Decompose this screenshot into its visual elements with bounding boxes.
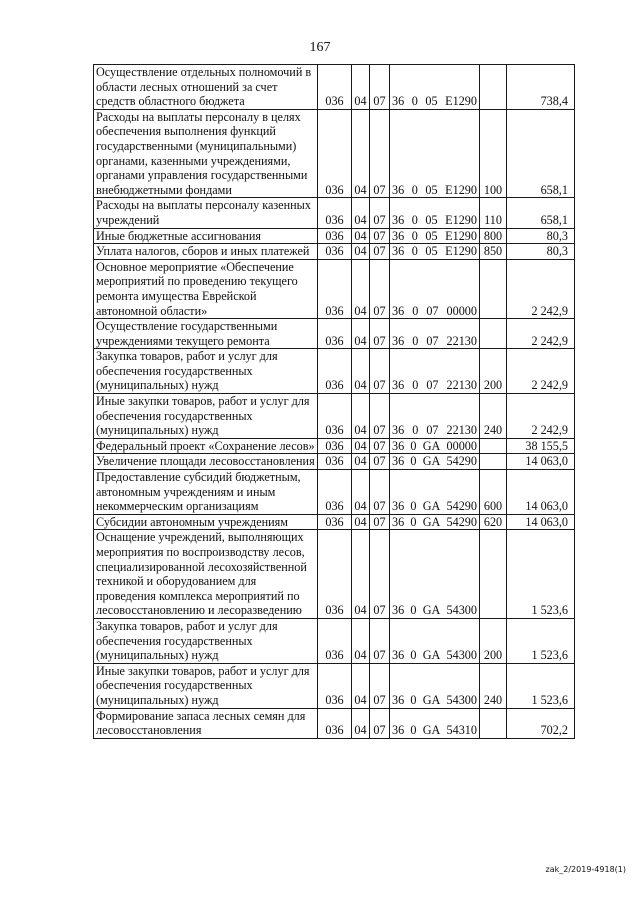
table-row [94,319,575,349]
target-article-part: 36 [392,212,405,227]
target-article-part: 54310 [446,723,477,738]
grbs-code-cell: 036 [318,319,352,349]
expense-type-cell [480,708,507,738]
section-code-cell: 04 [352,349,370,394]
target-article-part: 36 [392,378,405,393]
grbs-code-cell: 036 [318,259,352,318]
amount-cell: 702,2 [507,708,575,738]
table-row [94,618,575,663]
target-article-cell [390,514,480,530]
expense-name-cell: Закупка товаров, работ и услуг для обеспечения государственных (муниципальных) нужд [94,349,318,394]
target-article-part: 0 [412,303,419,318]
target-article-code [390,648,479,663]
grbs-code-cell: 036 [318,708,352,738]
target-article-part: E1290 [445,182,477,197]
expense-type-cell: 850 [480,244,507,260]
target-article-cell [390,394,480,439]
expense-name-cell: Основное мероприятие «Обеспечение мероприятий по проведению текущего ремонта имущества Еврейской автономной области» [94,259,318,318]
target-article-part: 0 [412,333,419,348]
target-article-part: 05 [425,244,438,259]
section-code-cell: 04 [352,454,370,470]
target-article-code [390,378,479,393]
target-article-part: GA [422,499,441,514]
section-code-cell: 04 [352,109,370,198]
amount-cell: 738,4 [507,65,575,110]
expense-type-cell [480,454,507,470]
table-row [94,244,575,260]
target-article-part: 54300 [446,603,477,618]
expense-name-cell: Уплата налогов, сборов и иных платежей [94,244,318,260]
target-article-part: E1290 [445,212,477,227]
grbs-code-cell: 036 [318,65,352,110]
grbs-code-cell: 036 [318,438,352,454]
target-article-part: 07 [426,378,439,393]
expense-type-cell [480,530,507,619]
table-row [94,530,575,619]
expense-type-cell [480,319,507,349]
table-row [94,438,575,454]
grbs-code-cell: 036 [318,454,352,470]
expense-name-cell: Иные закупки товаров, работ и услуг для обеспечения государственных (муниципальных) нужд [94,663,318,708]
target-article-code [390,499,479,514]
target-article-part: 36 [392,423,405,438]
grbs-code-cell: 036 [318,244,352,260]
target-article-part: 36 [392,723,405,738]
target-article-part: 36 [392,692,405,707]
amount-cell: 2 242,9 [507,259,575,318]
grbs-code-cell: 036 [318,228,352,244]
table-row [94,514,575,530]
target-article-part: 07 [426,423,439,438]
table-row [94,109,575,198]
target-article-part: 0 [411,94,418,109]
amount-cell: 2 242,9 [507,349,575,394]
target-article-part: 36 [392,603,405,618]
target-article-code [390,183,479,198]
target-article-part: 54290 [446,499,477,514]
target-article-part: E1290 [445,94,477,109]
subsection-code-cell: 07 [370,349,390,394]
expense-name-cell: Увеличение площади лесовосстановления [94,454,318,470]
target-article-cell [390,454,480,470]
table-row [94,198,575,228]
amount-cell: 14 063,0 [507,470,575,515]
target-article-cell [390,530,480,619]
target-article-part: 54300 [446,692,477,707]
target-article-part: 0 [410,499,417,514]
target-article-cell [390,244,480,260]
grbs-code-cell: 036 [318,394,352,439]
target-article-part: 00000 [446,303,477,318]
subsection-code-cell: 07 [370,514,390,530]
section-code-cell: 04 [352,198,370,228]
subsection-code-cell: 07 [370,454,390,470]
target-article-part: 0 [411,244,418,259]
subsection-code-cell: 07 [370,618,390,663]
expense-type-cell: 200 [480,618,507,663]
document-code: zak_2/2019-4918(1) [545,865,626,874]
target-article-part: 0 [412,378,419,393]
target-article-cell [390,470,480,515]
subsection-code-cell: 07 [370,663,390,708]
target-article-part: GA [422,603,441,618]
expense-name-cell: Предоставление субсидий бюджетным, автономным учреждениям и иным некоммерческим организациям [94,470,318,515]
expense-name-cell: Субсидии автономным учреждениям [94,514,318,530]
amount-cell: 2 242,9 [507,394,575,439]
target-article-part: 07 [426,333,439,348]
expense-name-cell: Оснащение учреждений, выполняющих мероприятия по воспроизводству лесов, специализированной лесохозяйственной техникой и оборудованием для проведения комплекса мероприятий по лесовосстановлению и лесоразведению [94,530,318,619]
subsection-code-cell: 07 [370,198,390,228]
budget-table-container [93,64,575,739]
amount-cell: 658,1 [507,198,575,228]
expense-type-cell: 100 [480,109,507,198]
grbs-code-cell: 036 [318,663,352,708]
subsection-code-cell: 07 [370,109,390,198]
target-article-part: 0 [410,723,417,738]
target-article-part: E1290 [445,228,477,243]
expense-name-cell: Иные бюджетные ассигнования [94,228,318,244]
expense-type-cell [480,438,507,454]
amount-cell: 80,3 [507,228,575,244]
target-article-part: 36 [392,648,405,663]
target-article-part: 0 [410,648,417,663]
target-article-code [390,454,479,469]
section-code-cell: 04 [352,65,370,110]
amount-cell: 80,3 [507,244,575,260]
target-article-part: 36 [392,303,405,318]
target-article-cell [390,319,480,349]
grbs-code-cell: 036 [318,514,352,530]
target-article-part: 05 [425,182,438,197]
table-row [94,228,575,244]
grbs-code-cell: 036 [318,470,352,515]
target-article-part: 36 [392,514,405,529]
expense-type-cell: 800 [480,228,507,244]
section-code-cell: 04 [352,514,370,530]
target-article-part: 22130 [446,333,477,348]
subsection-code-cell: 07 [370,530,390,619]
expense-type-cell: 240 [480,394,507,439]
target-article-cell [390,228,480,244]
target-article-part: 36 [392,454,405,469]
target-article-part: 0 [410,514,417,529]
expense-type-cell: 200 [480,349,507,394]
expense-name-cell: Формирование запаса лесных семян для лесовосстановления [94,708,318,738]
target-article-part: 54290 [446,514,477,529]
target-article-code [390,213,479,228]
target-article-part: 36 [392,94,405,109]
target-article-part: GA [422,514,441,529]
target-article-part: 00000 [446,438,477,453]
amount-cell: 38 155,5 [507,438,575,454]
grbs-code-cell: 036 [318,198,352,228]
amount-cell: 1 523,6 [507,618,575,663]
target-article-code [390,423,479,438]
expense-name-cell: Расходы на выплаты персоналу казенных учреждений [94,198,318,228]
budget-table-body [94,65,575,739]
amount-cell: 14 063,0 [507,514,575,530]
subsection-code-cell: 07 [370,228,390,244]
table-row [94,708,575,738]
target-article-part: 0 [412,423,419,438]
subsection-code-cell: 07 [370,470,390,515]
grbs-code-cell: 036 [318,109,352,198]
target-article-part: 36 [392,499,405,514]
subsection-code-cell: 07 [370,259,390,318]
expense-name-cell: Федеральный проект «Сохранение лесов» [94,438,318,454]
section-code-cell: 04 [352,394,370,439]
target-article-cell [390,65,480,110]
target-article-part: 0 [410,438,417,453]
expense-name-cell: Осуществление государственными учреждениями текущего ремонта [94,319,318,349]
target-article-cell [390,349,480,394]
target-article-cell [390,618,480,663]
target-article-part: 36 [392,333,405,348]
table-row [94,470,575,515]
amount-cell: 2 242,9 [507,319,575,349]
table-row [94,259,575,318]
page-number: 167 [309,40,331,55]
target-article-part: 54300 [446,648,477,663]
target-article-part: E1290 [445,244,477,259]
target-article-part: GA [422,723,441,738]
section-code-cell: 04 [352,228,370,244]
section-code-cell: 04 [352,663,370,708]
target-article-cell [390,708,480,738]
subsection-code-cell: 07 [370,319,390,349]
expense-type-cell: 600 [480,470,507,515]
table-row [94,454,575,470]
target-article-code [390,334,479,349]
section-code-cell: 04 [352,438,370,454]
target-article-code [390,723,479,738]
table-row [94,65,575,110]
expense-name-cell: Иные закупки товаров, работ и услуг для обеспечения государственных (муниципальных) нужд [94,394,318,439]
target-article-code [390,693,479,708]
expense-name-cell: Расходы на выплаты персоналу в целях обеспечения выполнения функций государственными (муниципальными) органами, казенными учреждениями, органами управления государственными внебюджетными фондами [94,109,318,198]
target-article-code [390,304,479,319]
target-article-part: 0 [410,603,417,618]
expense-type-cell [480,259,507,318]
target-article-part: 0 [411,228,418,243]
target-article-part: 22130 [446,423,477,438]
table-row [94,394,575,439]
target-article-part: 0 [411,212,418,227]
target-article-code [390,244,479,259]
section-code-cell: 04 [352,618,370,663]
target-article-code [390,439,479,454]
target-article-part: 0 [411,182,418,197]
target-article-cell [390,198,480,228]
section-code-cell: 04 [352,259,370,318]
grbs-code-cell: 036 [318,618,352,663]
target-article-part: GA [422,438,441,453]
budget-table [93,64,575,739]
target-article-part: 05 [425,94,438,109]
target-article-part: 36 [392,228,405,243]
subsection-code-cell: 07 [370,394,390,439]
target-article-part: 36 [392,438,405,453]
expense-type-cell [480,65,507,110]
target-article-part: 0 [410,454,417,469]
section-code-cell: 04 [352,470,370,515]
target-article-cell [390,259,480,318]
grbs-code-cell: 036 [318,530,352,619]
subsection-code-cell: 07 [370,708,390,738]
target-article-part: 36 [392,182,405,197]
amount-cell: 1 523,6 [507,663,575,708]
section-code-cell: 04 [352,319,370,349]
section-code-cell: 04 [352,530,370,619]
table-row [94,349,575,394]
target-article-part: 05 [425,228,438,243]
target-article-part: GA [422,692,441,707]
subsection-code-cell: 07 [370,438,390,454]
expense-type-cell: 620 [480,514,507,530]
grbs-code-cell: 036 [318,349,352,394]
expense-name-cell: Осуществление отдельных полномочий в области лесных отношений за счет средств областного бюджета [94,65,318,110]
expense-type-cell: 240 [480,663,507,708]
amount-cell: 658,1 [507,109,575,198]
table-row [94,663,575,708]
target-article-cell [390,663,480,708]
subsection-code-cell: 07 [370,65,390,110]
amount-cell: 14 063,0 [507,454,575,470]
target-article-part: GA [422,454,441,469]
expense-type-cell: 110 [480,198,507,228]
target-article-code [390,603,479,618]
target-article-part: 05 [425,212,438,227]
target-article-code [390,94,479,109]
target-article-code [390,229,479,244]
target-article-part: GA [422,648,441,663]
section-code-cell: 04 [352,244,370,260]
expense-name-cell: Закупка товаров, работ и услуг для обеспечения государственных (муниципальных) нужд [94,618,318,663]
section-code-cell: 04 [352,708,370,738]
target-article-cell [390,438,480,454]
subsection-code-cell: 07 [370,244,390,260]
target-article-part: 36 [392,244,405,259]
target-article-part: 0 [410,692,417,707]
target-article-part: 54290 [446,454,477,469]
amount-cell: 1 523,6 [507,530,575,619]
target-article-part: 22130 [446,378,477,393]
target-article-part: 07 [426,303,439,318]
target-article-code [390,515,479,530]
target-article-cell [390,109,480,198]
